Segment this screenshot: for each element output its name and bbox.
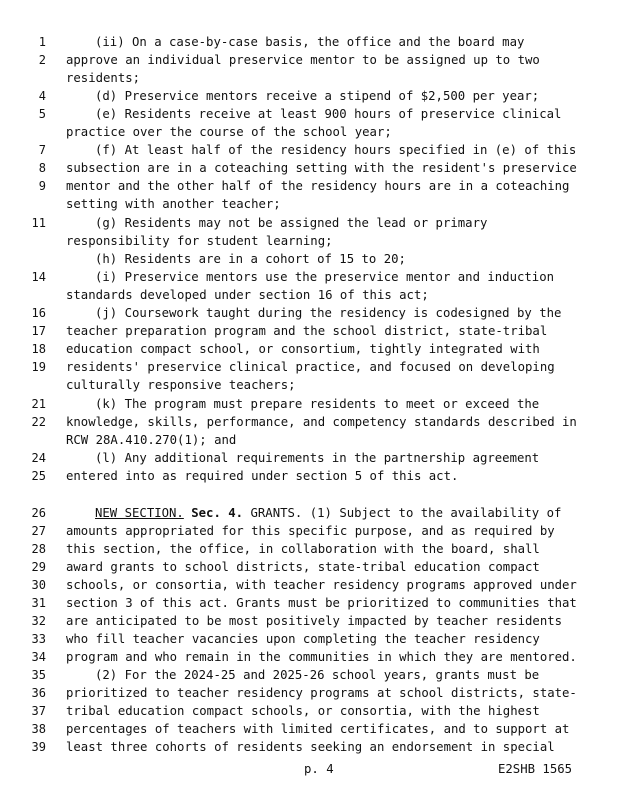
line-number: 33 xyxy=(31,632,46,646)
text-line xyxy=(0,87,618,105)
bill-identifier: E2SHB 1565 xyxy=(498,762,573,776)
line-text: section 3 of this act. Grants must be prioritized to communities that xyxy=(66,596,577,610)
line-number: 17 xyxy=(31,324,46,338)
text-line xyxy=(0,630,618,648)
line-number: 8 xyxy=(38,161,46,175)
text-line xyxy=(0,612,618,630)
line-text: (d) Preservice mentors receive a stipend of $2,500 per year; xyxy=(95,89,540,103)
text-line xyxy=(0,51,618,69)
section-number-label: Sec. 4. xyxy=(191,506,244,520)
line-text: (f) At least half of the residency hours specified in (e) of this xyxy=(95,143,577,157)
line-number: 31 xyxy=(31,596,46,610)
text-line xyxy=(0,340,618,358)
text-line xyxy=(0,702,618,720)
text-line xyxy=(0,449,618,467)
text-line xyxy=(0,159,618,177)
text-line xyxy=(0,33,618,51)
line-number: 14 xyxy=(31,270,46,284)
text-line xyxy=(0,540,618,558)
line-text: responsibility for student learning; xyxy=(66,234,333,248)
line-text: least three cohorts of residents seeking an endorsement in special xyxy=(66,740,555,754)
line-number: 21 xyxy=(31,397,46,411)
text-line xyxy=(0,322,618,340)
line-text: (l) Any additional requirements in the partnership agreement xyxy=(95,451,540,465)
line-text: (h) Residents are in a cohort of 15 to 20; xyxy=(95,252,406,266)
line-text: RCW 28A.410.270(1); and xyxy=(66,433,237,447)
text-line xyxy=(0,376,618,394)
text-line xyxy=(0,522,618,540)
text-line xyxy=(0,594,618,612)
line-text: entered into as required under section 5 of this act. xyxy=(66,469,459,483)
line-text: prioritized to teacher residency programs at school districts, state- xyxy=(66,686,577,700)
line-text: setting with another teacher; xyxy=(66,197,281,211)
text-line xyxy=(0,195,618,213)
line-text: (k) The program must prepare residents to meet or exceed the xyxy=(95,397,540,411)
line-text: tribal education compact schools, or consortia, with the highest xyxy=(66,704,540,718)
text-line xyxy=(0,413,618,431)
line-number: 34 xyxy=(31,650,46,664)
text-line xyxy=(0,666,618,684)
line-number: 2 xyxy=(38,53,46,67)
text-line xyxy=(0,250,618,268)
line-number: 27 xyxy=(31,524,46,538)
line-text: program and who remain in the communities in which they are mentored. xyxy=(66,650,577,664)
line-number: 5 xyxy=(38,107,46,121)
text-line xyxy=(0,123,618,141)
line-number: 38 xyxy=(31,722,46,736)
line-text: (g) Residents may not be assigned the lead or primary xyxy=(95,216,488,230)
line-text: are anticipated to be most positively impacted by teacher residents xyxy=(66,614,563,628)
line-text: standards developed under section 16 of this act; xyxy=(66,288,429,302)
line-number: 22 xyxy=(31,415,46,429)
line-text: teacher preparation program and the school district, state-tribal xyxy=(66,324,548,338)
line-text: schools, or consortia, with teacher residency programs approved under xyxy=(66,578,577,592)
line-number: 1 xyxy=(38,35,46,49)
text-line xyxy=(0,395,618,413)
line-text: approve an individual preservice mentor to be assigned up to two xyxy=(66,53,540,67)
line-text: (i) Preservice mentors use the preservice mentor and induction xyxy=(95,270,555,284)
line-number: 24 xyxy=(31,451,46,465)
text-line xyxy=(0,358,618,376)
line-number: 19 xyxy=(31,360,46,374)
text-line xyxy=(0,304,618,322)
text-line xyxy=(0,720,618,738)
text-line xyxy=(0,684,618,702)
line-number: 32 xyxy=(31,614,46,628)
line-number: 25 xyxy=(31,469,46,483)
text-line xyxy=(0,214,618,232)
line-text: mentor and the other half of the residency hours are in a coteaching xyxy=(66,179,570,193)
text-line xyxy=(0,431,618,449)
line-text: percentages of teachers with limited certificates, and to support at xyxy=(66,722,570,736)
line-text: practice over the course of the school year; xyxy=(66,125,392,139)
line-text: (e) Residents receive at least 900 hours of preservice clinical xyxy=(95,107,562,121)
line-text: culturally responsive teachers; xyxy=(66,378,296,392)
text-line xyxy=(0,504,618,522)
line-text: knowledge, skills, performance, and competency standards described in xyxy=(66,415,577,429)
line-text: residents' preservice clinical practice, and focused on developing xyxy=(66,360,555,374)
line-text: this section, the office, in collaboration with the board, shall xyxy=(66,542,540,556)
text-line xyxy=(0,232,618,250)
line-number: 35 xyxy=(31,668,46,682)
line-number: 7 xyxy=(38,143,46,157)
line-number: 29 xyxy=(31,560,46,574)
line-number: 26 xyxy=(31,506,46,520)
line-text: (ii) On a case-by-case basis, the office and the board may xyxy=(95,35,525,49)
text-line xyxy=(0,69,618,87)
line-number: 9 xyxy=(38,179,46,193)
text-line xyxy=(0,467,618,485)
text-line xyxy=(0,576,618,594)
line-number: 30 xyxy=(31,578,46,592)
line-number: 39 xyxy=(31,740,46,754)
text-line xyxy=(0,286,618,304)
line-number: 11 xyxy=(31,216,46,230)
line-text: education compact school, or consortium, tightly integrated with xyxy=(66,342,540,356)
line-text: subsection are in a coteaching setting with the resident's preservice xyxy=(66,161,577,175)
text-line xyxy=(0,105,618,123)
text-line xyxy=(0,558,618,576)
line-text: residents; xyxy=(66,71,141,85)
text-line xyxy=(0,268,618,286)
text-line xyxy=(0,648,618,666)
new-section-label: NEW SECTION. xyxy=(95,506,184,520)
text-line xyxy=(0,141,618,159)
line-number: 16 xyxy=(31,306,46,320)
text-line xyxy=(0,738,618,756)
section-text: GRANTS. (1) Subject to the availability of xyxy=(243,506,562,520)
line-text: amounts appropriated for this specific purpose, and as required by xyxy=(66,524,555,538)
line-number: 28 xyxy=(31,542,46,556)
line-text: (j) Coursework taught during the residency is codesigned by the xyxy=(95,306,562,320)
page-number: p. 4 xyxy=(304,762,334,776)
line-number: 18 xyxy=(31,342,46,356)
line-text: award grants to school districts, state-tribal education compact xyxy=(66,560,540,574)
line-number: 4 xyxy=(38,89,46,103)
line-number: 36 xyxy=(31,686,46,700)
line-number: 37 xyxy=(31,704,46,718)
line-text: who fill teacher vacancies upon completing the teacher residency xyxy=(66,632,540,646)
line-text xyxy=(95,504,561,522)
text-line xyxy=(0,177,618,195)
line-text: (2) For the 2024-25 and 2025-26 school years, grants must be xyxy=(95,668,540,682)
